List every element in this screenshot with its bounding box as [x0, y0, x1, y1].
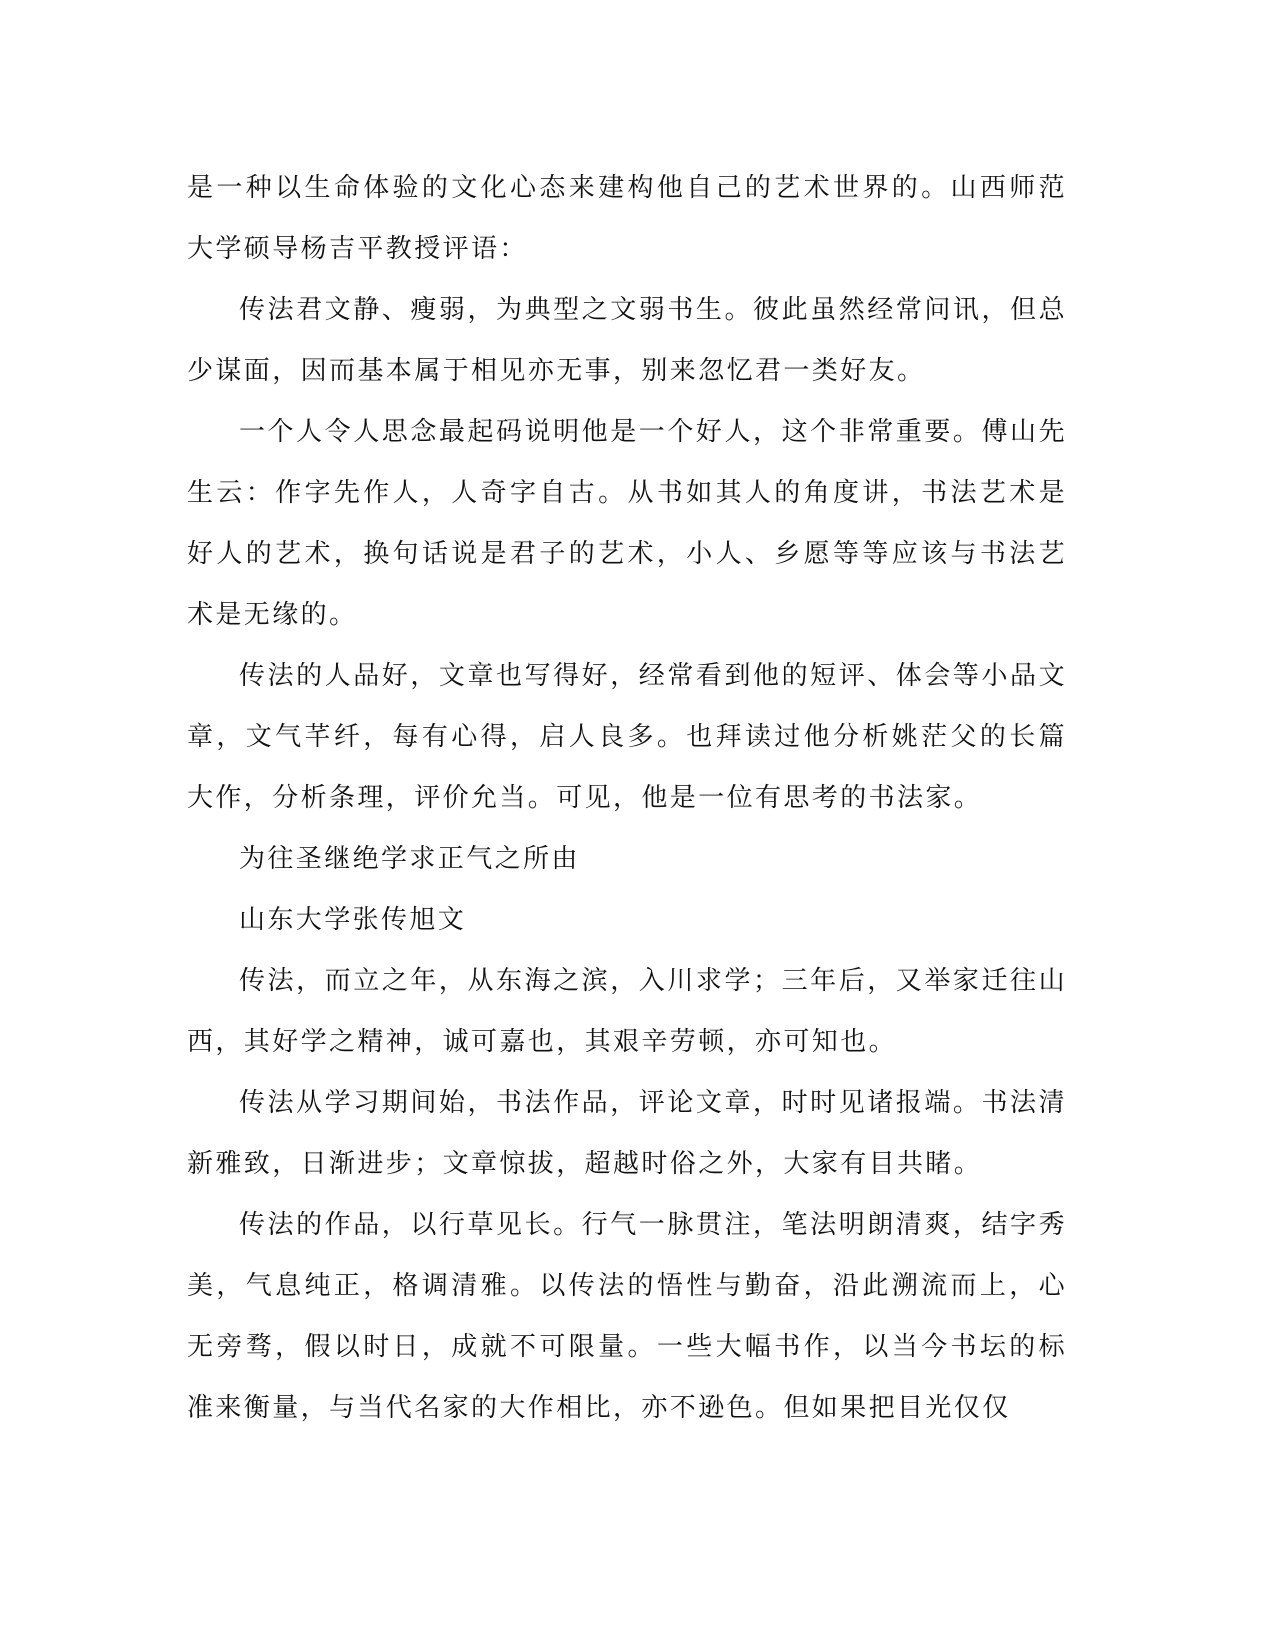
document-body: [187, 158, 1067, 1439]
paragraph-1: 是一种以生命体验的文化心态来建构他自己的艺术世界的。山西师范大学硕导杨吉平教授评语：: [187, 173, 1067, 264]
paragraph-7: 传法的作品，以行草见长。行气一脉贯注，笔法明朗清爽，结字秀美，气息纯正，格调清雅。以传法的悟性与勤奋，沿此溯流而上，心无旁骛，假以时日，成就不可限量。一些大幅书作，以当今书坛的标准来衡量，与当代名家的大作相比，亦不逊色。但如果把目光仅仅: [187, 1210, 1067, 1423]
paragraph-5: 传法，而立之年，从东海之滨，入川求学；三年后，又举家迁往山西，其好学之精神，诚可嘉也，其艰辛劳顿，亦可知也。: [187, 966, 1067, 1057]
section-heading: 为往圣继绝学求正气之所由: [239, 844, 580, 874]
author-byline: 山东大学张传旭文: [239, 905, 467, 935]
paragraph-3: 一个人令人思念最起码说明他是一个好人，这个非常重要。傅山先生云：作字先作人，人奇字自古。从书如其人的角度讲，书法艺术是好人的艺术，换句话说是君子的艺术，小人、乡愿等等应该与书法艺术是无缘的。: [187, 417, 1067, 630]
paragraph-2: 传法君文静、瘦弱，为典型之文弱书生。彼此虽然经常问讯，但总少谋面，因而基本属于相见亦无事，别来忽忆君一类好友。: [187, 295, 1067, 386]
paragraph-6: 传法从学习期间始，书法作品，评论文章，时时见诸报端。书法清新雅致，日渐进步；文章惊拔，超越时俗之外，大家有目共睹。: [187, 1088, 1067, 1179]
paragraph-4: 传法的人品好，文章也写得好，经常看到他的短评、体会等小品文章，文气芊纤，每有心得，启人良多。也拜读过他分析姚茫父的长篇大作，分析条理，评价允当。可见，他是一位有思考的书法家。: [187, 661, 1067, 813]
